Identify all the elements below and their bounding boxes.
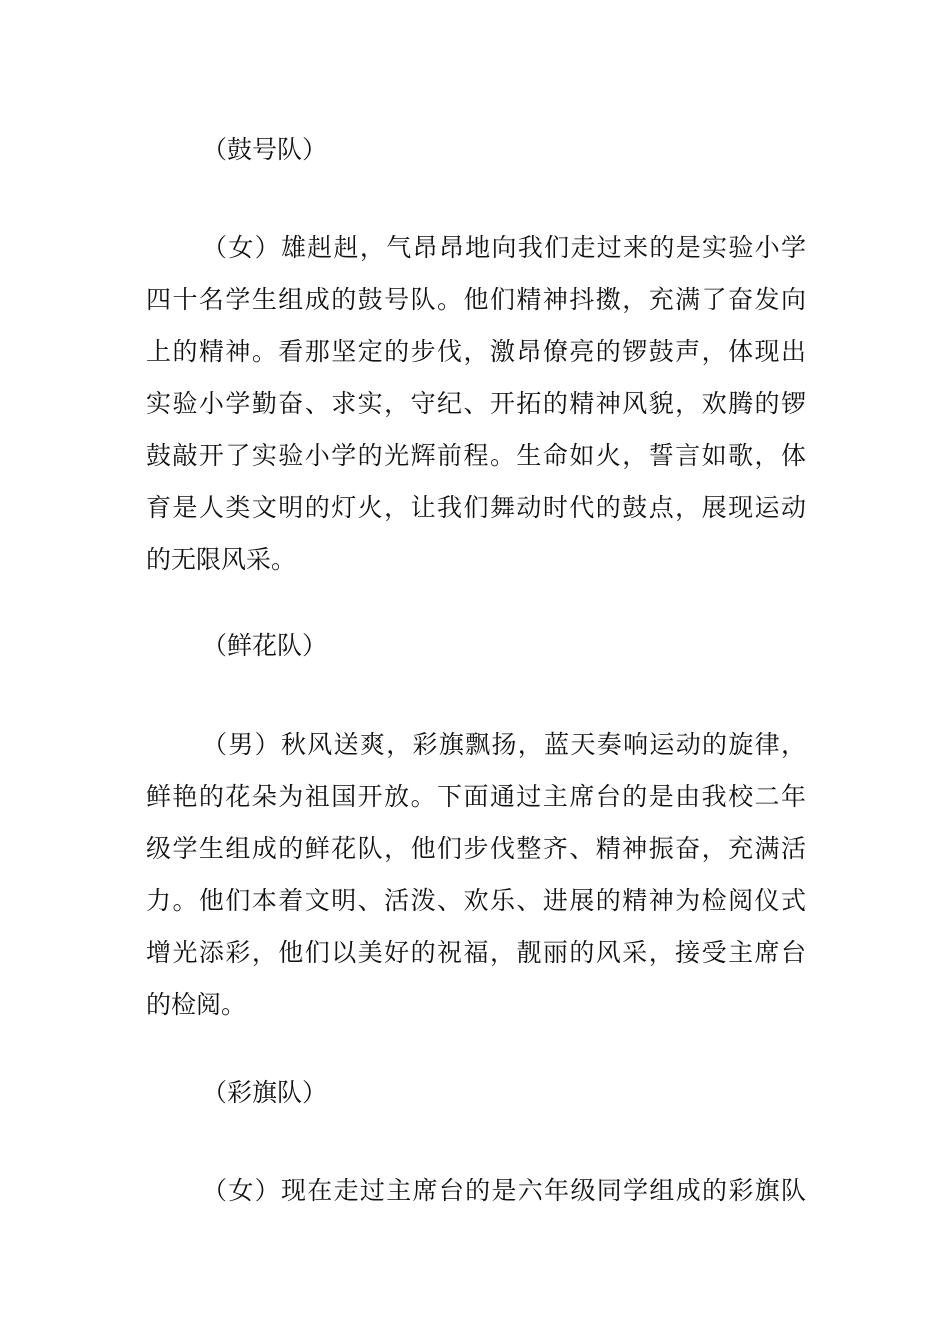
text-line: 鲜艳的花朵为祖国开放。下面通过主席台的是由我校二年 — [146, 782, 806, 811]
text-line: 力。他们本着文明、活泼、欢乐、进展的精神为检阅仪式 — [146, 886, 806, 915]
text-line: 上的精神。看那坚定的步伐，激昂僚亮的锣鼓声，体现出 — [146, 337, 806, 366]
text-line: （男）秋风送爽，彩旗飘扬，蓝天奏响运动的旋律， — [202, 730, 806, 759]
text-line: （鲜花队） — [202, 631, 328, 660]
paragraph-drum-band — [146, 222, 806, 586]
text-line: 的无限风采。 — [146, 545, 297, 574]
text-line: 的检阅。 — [146, 990, 247, 1019]
text-line: 四十名学生组成的鼓号队。他们精神抖擞，充满了奋发向 — [146, 285, 806, 314]
text-line: （彩旗队） — [202, 1078, 328, 1107]
text-line: （女）现在走过主席台的是六年级同学组成的彩旗队 — [202, 1176, 806, 1205]
section-heading-flag-team — [146, 1067, 806, 1119]
text-line: 实验小学勤奋、求实，守纪、开拓的精神风貌，欢腾的锣 — [146, 389, 806, 418]
section-heading-flower-team — [146, 620, 806, 672]
text-line: 育是人类文明的灯火，让我们舞动时代的鼓点，展现运动 — [146, 493, 806, 522]
paragraph-flag-team — [146, 1165, 806, 1217]
text-line: 级学生组成的鲜花队，他们步伐整齐、精神振奋，充满活 — [146, 834, 806, 863]
text-line: 增光添彩，他们以美好的祝福，靓丽的风采，接受主席台 — [146, 938, 806, 967]
section-heading-drum-band — [146, 124, 806, 176]
text-line: 鼓敲开了实验小学的光辉前程。生命如火，誓言如歌，体 — [146, 441, 806, 470]
text-line: （女）雄赳赳，气昂昂地向我们走过来的是实验小学 — [202, 233, 806, 262]
paragraph-flower-team — [146, 719, 806, 1031]
text-line: （鼓号队） — [202, 135, 328, 164]
